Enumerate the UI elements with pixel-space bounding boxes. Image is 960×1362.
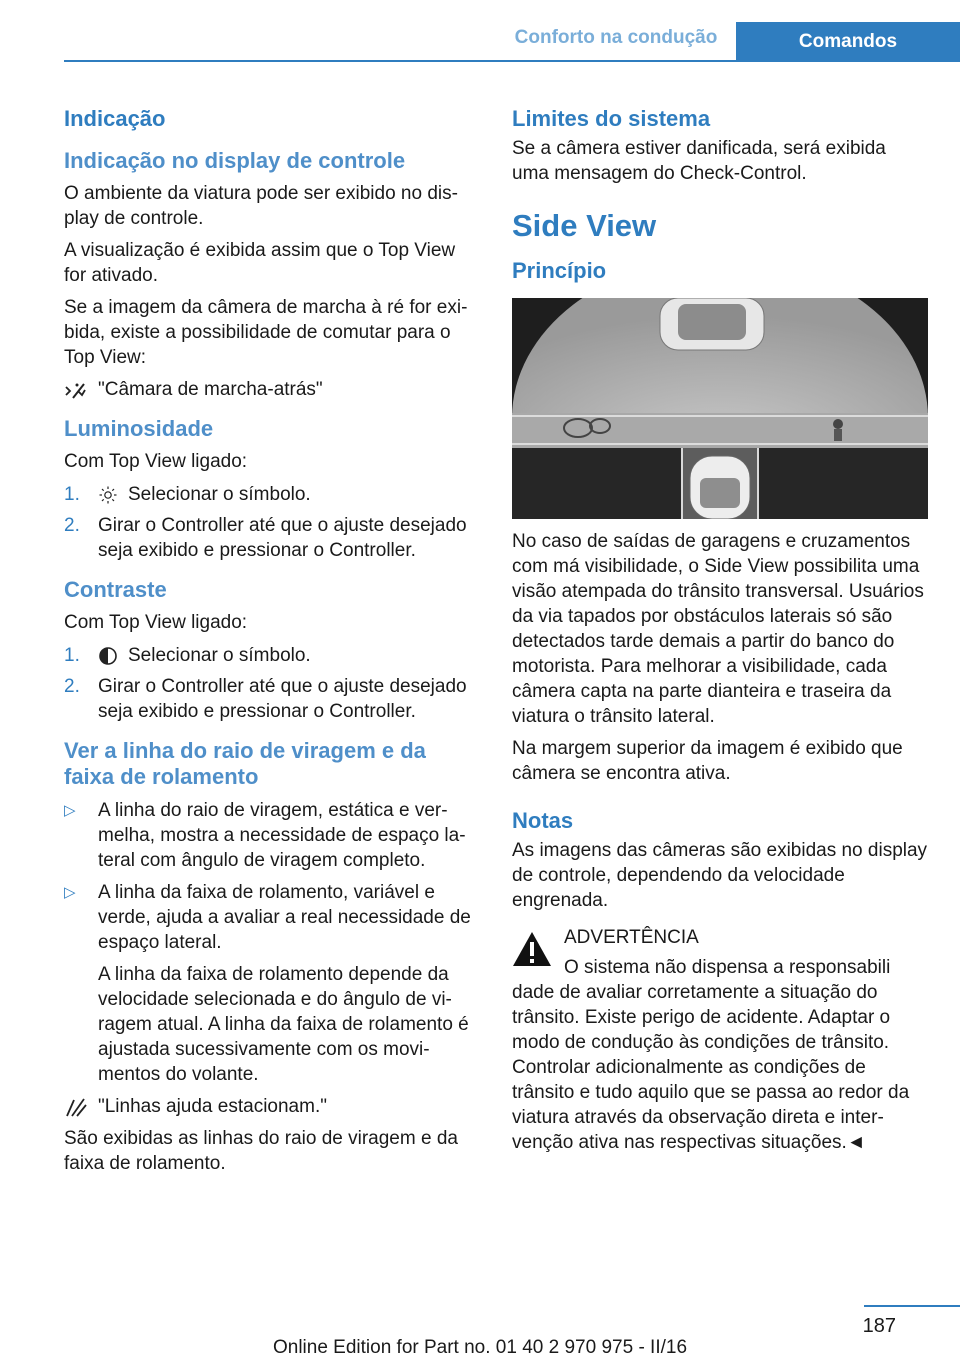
brightness-steps bbox=[64, 482, 480, 563]
list-item bbox=[64, 513, 480, 563]
step-number: 2. bbox=[64, 515, 80, 536]
paragraph: A visualização é exibida assim que o Top View for ativado. bbox=[64, 240, 456, 286]
brightness-icon bbox=[98, 485, 122, 505]
warning-text: dade de avaliar corretamente a situação do trânsito. Existe perigo de acidente. Adaptar o modo de condução às condições de trânsito. Controlar adicionalmente as condições de trânsito e tudo aquilo que se passa ao redor da viatura através da observação direta e intervenção ativa nas respectivas situações.◄ bbox=[512, 982, 910, 1153]
paragraph: Com Top View ligado: bbox=[64, 451, 248, 472]
footer-rule bbox=[864, 1305, 960, 1307]
heading-indicacao: Indicação bbox=[64, 106, 166, 131]
heading-notas: Notas bbox=[512, 808, 574, 833]
paragraph: O ambiente da viatura pode ser exibido no display de controle. bbox=[64, 183, 458, 229]
bullet-extra-text: A linha da faixa de rolamento depende da velocidade selecionada e do ângulo de viragem atual. A linha da faixa de rolamento é ajustada sucessivamente com os movimentos do volante. bbox=[98, 964, 469, 1085]
edition-note: Online Edition for Part no. 01 40 2 970 975 - II/16 bbox=[272, 1337, 688, 1358]
heading-luminosidade: Luminosidade bbox=[64, 416, 214, 441]
step-text: Selecionar o símbolo. bbox=[128, 484, 311, 505]
side-view-illustration bbox=[512, 298, 928, 519]
contrast-icon bbox=[98, 646, 122, 666]
camera-icon bbox=[64, 379, 90, 401]
step-text: Selecionar o símbolo. bbox=[128, 645, 311, 666]
left-column bbox=[64, 100, 480, 1176]
bullet-text: A linha do raio de viragem, estática e vermelha, mostra a necessidade de espaço lateral com ângulo de viragem completo. bbox=[98, 800, 466, 871]
warning-box bbox=[512, 925, 928, 1155]
paragraph: As imagens das câmeras são exibidas no display de controle, dependendo da velocidade engrenada. bbox=[512, 840, 928, 911]
bullet-triangle-icon: ▷ bbox=[64, 802, 76, 819]
list-item bbox=[64, 482, 480, 507]
heading-limites: Limites do sistema bbox=[512, 106, 711, 131]
paragraph: Na margem superior da imagem é exibido que câmera se encontra ativa. bbox=[512, 738, 903, 784]
lines-label: "Linhas ajuda estacionam." bbox=[98, 1096, 327, 1117]
heading-side-view: Side View bbox=[512, 208, 657, 243]
warning-triangle-icon bbox=[512, 931, 552, 967]
step-text: Girar o Controller até que o ajuste desejado seja exibido e pressionar o Controller. bbox=[98, 515, 467, 561]
lines-menu-item bbox=[64, 1094, 480, 1119]
step-number: 1. bbox=[64, 484, 80, 505]
bullet-triangle-icon: ▷ bbox=[64, 884, 76, 901]
warning-title: ADVERTÊNCIA bbox=[564, 927, 699, 948]
page-number: 187 bbox=[862, 1315, 896, 1337]
paragraph: No caso de saídas de garagens e cruzamentos com má visibilidade, o Side View possibilita uma visão atempada do trânsito transversal. Usuários da via tapados por obstáculos laterais só são detectados tarde demais a partir do banco do motorista. Para melhorar a visibilidade, cada câmera capta na parte dianteira e traseira da viatura o trânsito lateral. bbox=[512, 531, 924, 727]
heading-contraste: Contraste bbox=[64, 577, 167, 602]
camera-label: "Câmara de marcha-atrás" bbox=[98, 379, 323, 400]
heading-principio: Princípio bbox=[512, 258, 607, 283]
paragraph: Se a câmera estiver danificada, será exibida uma mensagem do Check-Control. bbox=[512, 138, 886, 184]
bullet-list bbox=[64, 798, 480, 1087]
heading-display: Indicação no display de controle bbox=[64, 148, 406, 173]
list-item bbox=[64, 880, 480, 1087]
list-item bbox=[64, 674, 480, 724]
warning-text-first-line: O sistema não dispensa a responsabili bbox=[564, 957, 891, 978]
bullet-text: A linha da faixa de rolamento, variável e verde, ajuda a avaliar a real necessidade de espaço lateral. bbox=[98, 882, 471, 953]
step-text: Girar o Controller até que o ajuste desejado seja exibido e pressionar o Controller. bbox=[98, 676, 467, 722]
header-chapter-tab: Comandos bbox=[736, 22, 960, 62]
parking-lines-icon bbox=[64, 1096, 90, 1118]
heading-linha: Ver a linha do raio de viragem e da faixa de rolamento bbox=[64, 738, 426, 789]
right-column bbox=[512, 100, 928, 1155]
paragraph: Com Top View ligado: bbox=[64, 612, 248, 633]
header-section-title: Conforto na condução bbox=[514, 27, 718, 48]
step-number: 2. bbox=[64, 676, 80, 697]
paragraph: Se a imagem da câmera de marcha à ré for exibida, existe a possibilidade de comutar para o Top View: bbox=[64, 297, 468, 368]
contrast-steps bbox=[64, 643, 480, 724]
list-item bbox=[64, 798, 480, 873]
paragraph: São exibidas as linhas do raio de viragem e da faixa de rolamento. bbox=[64, 1128, 458, 1174]
camera-menu-item bbox=[64, 377, 480, 402]
header-rule bbox=[64, 60, 960, 62]
step-number: 1. bbox=[64, 645, 80, 666]
list-item bbox=[64, 643, 480, 668]
